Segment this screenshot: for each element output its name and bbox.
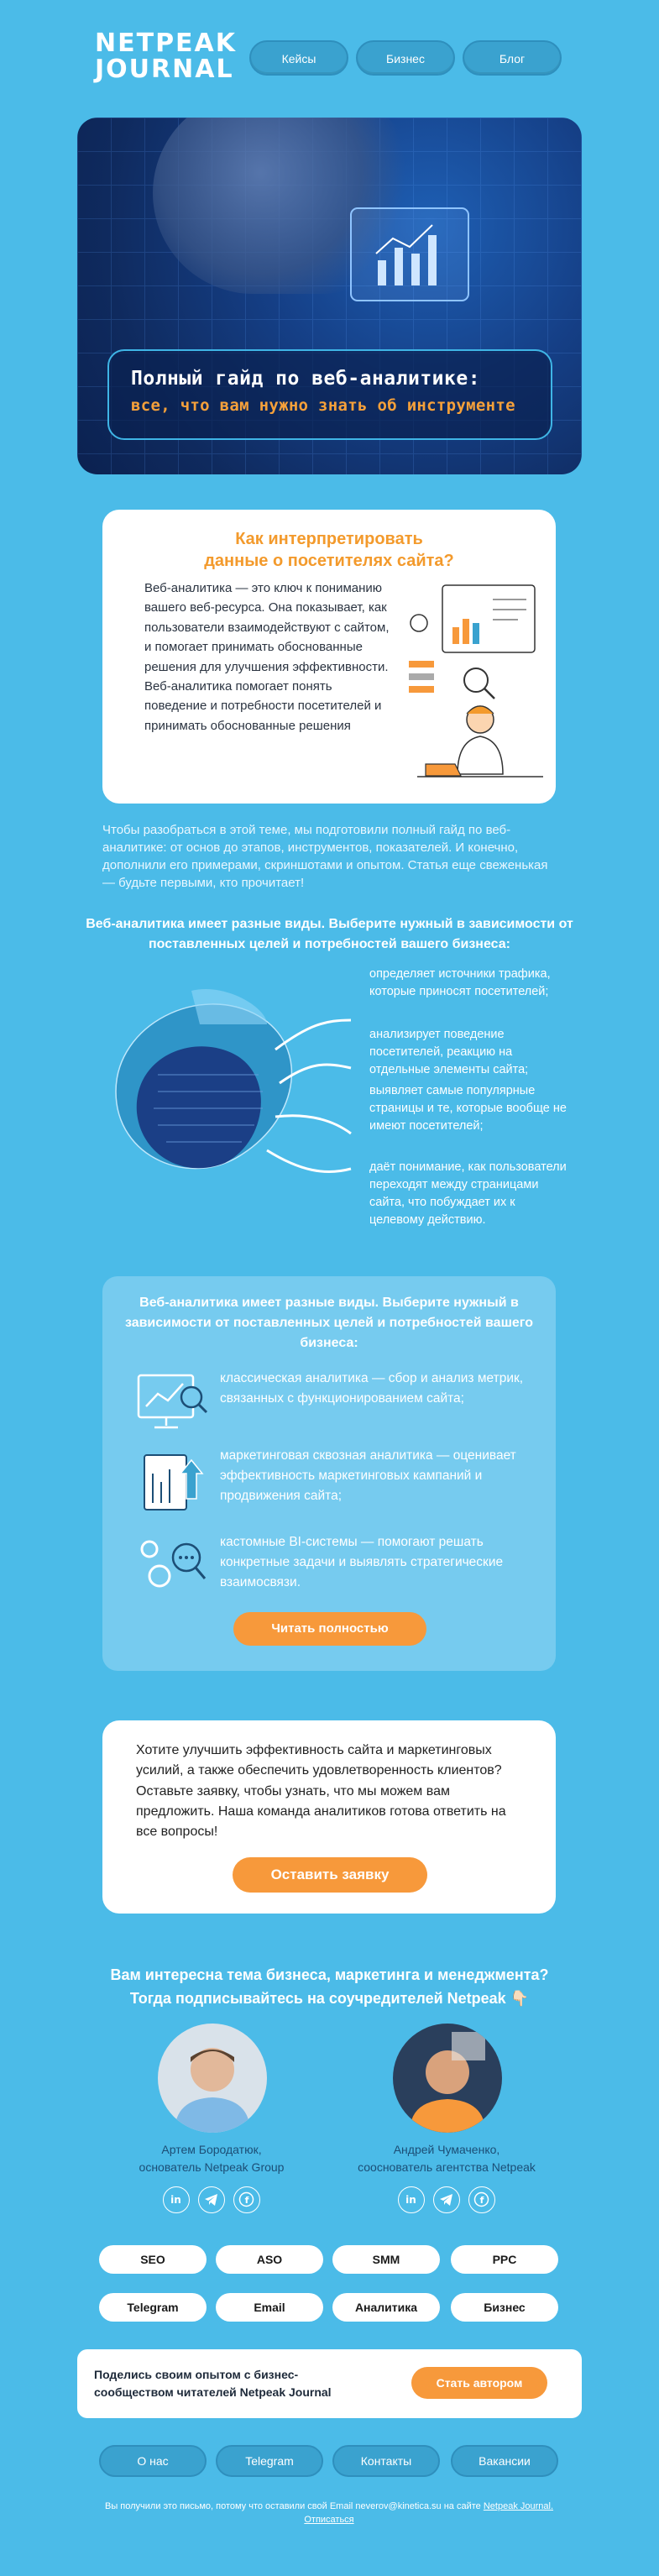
- footer-nav-about[interactable]: О нас: [99, 2445, 207, 2477]
- gears-chat-icon: [134, 1532, 210, 1600]
- tag-ppc[interactable]: PPC: [451, 2245, 558, 2274]
- intro-paragraph: Чтобы разобраться в этой теме, мы подготовили полный гайд по веб-аналитике: от основ до этапов, инструментов, показателей. И конечно, дополнили его примерами, скриншотами и опытом. Статья еще свеженькая — будьте первыми, кто прочитает!: [102, 823, 548, 890]
- hero-banner[interactable]: [77, 118, 582, 474]
- footer-notice-text: Вы получили это письмо, потому что оставили свой Email neverov@kinetica.su на сайте: [104, 2501, 481, 2511]
- footer-nav-vacancies[interactable]: Вакансии: [451, 2445, 558, 2477]
- linkedin-icon[interactable]: [163, 2186, 190, 2213]
- read-more-button[interactable]: Читать полностью: [233, 1612, 426, 1646]
- bullet-3: выявляет самые популярные страницы и те, которые вообще не имеют посетителей;: [369, 1084, 567, 1133]
- panel-item-classic: классическая аналитика — сбор и анализ метрик, связанных с функционированием сайта;: [220, 1371, 524, 1406]
- become-author-button[interactable]: Стать автором: [411, 2367, 547, 2399]
- monitor-chart-icon: [134, 1369, 210, 1436]
- authors-title: [77, 1963, 582, 2010]
- logo-line2: JOURNAL: [95, 55, 234, 84]
- footer-nav-contacts[interactable]: Контакты: [332, 2445, 440, 2477]
- submit-request-button[interactable]: Оставить заявку: [233, 1857, 427, 1893]
- analytics-blob-illustration: [99, 974, 376, 1192]
- intro-heading: [102, 528, 556, 572]
- intro-heading-line1: Как интерпретировать: [235, 530, 423, 548]
- unsubscribe-link[interactable]: Отписаться: [304, 2515, 354, 2525]
- bullet-1: определяет источники трафика, которые приносят посетителей;: [369, 967, 551, 998]
- avatar-chumachenko[interactable]: [393, 2024, 502, 2133]
- author-1-role: основатель Netpeak Group: [139, 2160, 285, 2174]
- author-2-role: сооснователь агентства Netpeak: [358, 2160, 536, 2174]
- tag-analytics[interactable]: Аналитика: [332, 2293, 440, 2322]
- avatar-person-icon: [393, 2024, 502, 2133]
- footer-notice: [94, 2500, 564, 2526]
- tag-email[interactable]: Email: [216, 2293, 323, 2322]
- svg-text:f: f: [479, 2195, 484, 2206]
- intro-heading-line2: данные о посетителях сайта?: [204, 552, 454, 570]
- footer-journal-link[interactable]: Netpeak Journal.: [483, 2501, 554, 2511]
- logo[interactable]: [95, 30, 237, 82]
- intro-text: Веб-аналитика — это ключ к пониманию вашего веб-ресурса. Она показывает, как пользователи взаимодействуют с сайтом, и помогает принимать обоснованные решения для улучшения эффективности. Веб-аналитика помогает понять поведение и потребности посетителей и принимать обоснованные решения: [144, 581, 390, 733]
- panel-item-marketing: маркетинговая сквозная аналитика — оценивает эффективность маркетинговых кампаний и продвижения сайта;: [220, 1448, 516, 1503]
- analytics-types-panel: [102, 1276, 556, 1671]
- hero-title: Полный гайд по веб-аналитике:: [131, 368, 481, 390]
- section-title: Веб-аналитика имеет разные виды. Выберите нужный в зависимости от поставленных целей и потребностей вашего бизнеса:: [86, 917, 573, 951]
- telegram-icon[interactable]: [198, 2186, 225, 2213]
- cta-card: [102, 1720, 556, 1914]
- facebook-icon[interactable]: [468, 2186, 495, 2213]
- panel-item-bi: кастомные BI-системы — помогают решать конкретные задачи и выявлять стратегические взаимосвязи.: [220, 1535, 504, 1589]
- svg-text:in: in: [405, 2194, 416, 2206]
- hero-subtitle: все, что вам нужно знать об инструменте: [131, 396, 515, 415]
- cta-text: Хотите улучшить эффективность сайта и маркетинговых усилий, а также обеспечить удовлетворенность клиентов? Оставьте заявку, чтобы узнать, что мы можем вам предложить. Наша команда аналитиков готова ответить на все вопросы!: [136, 1743, 506, 1840]
- footer-nav-telegram[interactable]: Telegram: [216, 2445, 323, 2477]
- tag-seo[interactable]: SEO: [99, 2245, 207, 2274]
- linkedin-icon[interactable]: [398, 2186, 425, 2213]
- avatar-borodatyuk[interactable]: [158, 2024, 267, 2133]
- tag-smm[interactable]: SMM: [332, 2245, 440, 2274]
- avatar-person-icon: [158, 2024, 267, 2133]
- share-text: Поделись своим опытом с бизнес-сообществом читателей Netpeak Journal: [94, 2368, 332, 2399]
- panel-title: Веб-аналитика имеет разные виды. Выберите нужный в зависимости от поставленных целей и потребностей вашего бизнеса:: [124, 1296, 534, 1350]
- telegram-icon[interactable]: [433, 2186, 460, 2213]
- nav-blog[interactable]: Блог: [463, 40, 562, 76]
- author-1-name: Артем Бородатюк,: [161, 2143, 262, 2156]
- svg-text:f: f: [244, 2195, 249, 2206]
- logo-line1: NETPEAK: [95, 29, 238, 58]
- nav-cases[interactable]: Кейсы: [249, 40, 348, 76]
- author-2-name: Андрей Чумаченко,: [393, 2143, 500, 2156]
- bullet-2: анализирует поведение посетителей, реакцию на отдельные элементы сайта;: [369, 1028, 529, 1076]
- authors-title-line1: Вам интересна тема бизнеса, маркетинга и менеджмента?: [110, 1966, 549, 1983]
- growth-report-icon: [134, 1448, 210, 1516]
- tag-business[interactable]: Бизнес: [451, 2293, 558, 2322]
- bullet-4: даёт понимание, как пользователи переходят между страницами сайта, что побуждает их к целевому действию.: [369, 1160, 567, 1227]
- author-1-caption: [111, 2141, 312, 2176]
- intro-card: [102, 510, 556, 804]
- facebook-icon[interactable]: [233, 2186, 260, 2213]
- hologram-chart-icon: [344, 202, 479, 311]
- analyst-illustration-icon: [409, 581, 547, 783]
- share-banner: [77, 2349, 582, 2418]
- svg-text:in: in: [170, 2194, 181, 2206]
- hero-caption: [107, 349, 552, 440]
- nav-business[interactable]: Бизнес: [356, 40, 455, 76]
- tag-aso[interactable]: ASO: [216, 2245, 323, 2274]
- author-2-caption: [346, 2141, 547, 2176]
- tag-telegram[interactable]: Telegram: [99, 2293, 207, 2322]
- authors-title-line2: Тогда подписывайтесь на соучредителей Netpeak 👇🏻: [129, 1990, 530, 2007]
